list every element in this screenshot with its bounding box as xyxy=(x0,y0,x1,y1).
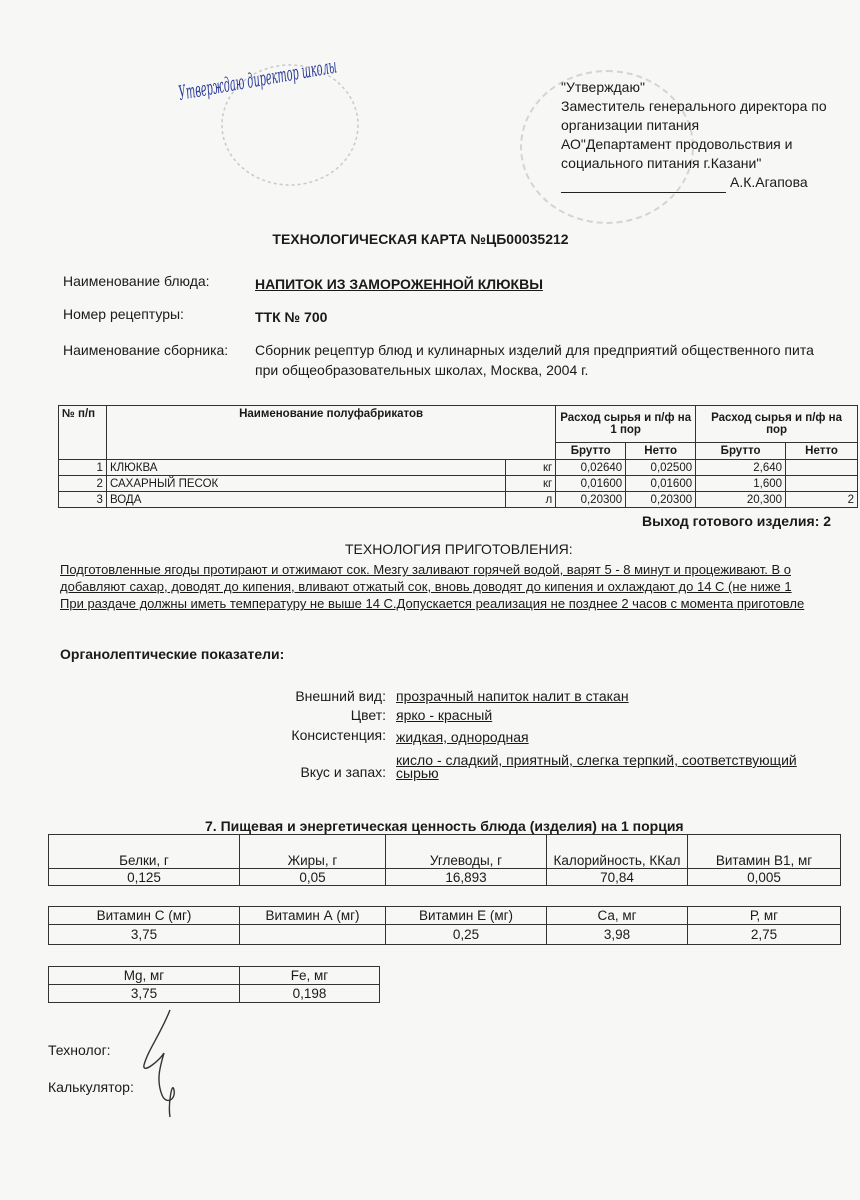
value-cell: 0,125 xyxy=(49,869,240,886)
header-cell: Калорийность, ККал xyxy=(547,835,688,869)
value-cell: 0,005 xyxy=(688,869,841,886)
yield-output: Выход готового изделия: 2 xyxy=(642,513,832,529)
row-unit: кг xyxy=(506,476,556,492)
consistency-value: жидкая, однородная xyxy=(396,729,529,745)
approval-line: социального питания г.Казани" xyxy=(561,155,762,171)
value-cell: 2,75 xyxy=(688,925,841,945)
row-name: САХАРНЫЙ ПЕСОК xyxy=(106,476,505,492)
approval-signer: А.К.Агапова xyxy=(730,174,808,190)
table-header-row xyxy=(59,406,858,443)
organoleptic-heading: Органолептические показатели: xyxy=(60,646,285,662)
taste-value-line2: сырью xyxy=(396,765,439,781)
row-gross: 0,01600 xyxy=(556,476,626,492)
value-cell: 3,75 xyxy=(49,925,240,945)
approval-line: АО"Департамент продовольствия и xyxy=(561,136,793,152)
table-header-row xyxy=(49,907,841,925)
calculator-label: Калькулятор: xyxy=(48,1079,134,1095)
taste-value-line1: кисло - сладкий, приятный, слегка терпкий, соответствующий xyxy=(396,752,797,768)
table-row xyxy=(59,492,858,508)
value-cell: 3,98 xyxy=(547,925,688,945)
recipe-number: ТТК № 700 xyxy=(255,309,328,325)
approval-line: организации питания xyxy=(561,117,700,133)
header-cell: Углеводы, г xyxy=(386,835,547,869)
look-value: прозрачный напиток налит в стакан xyxy=(396,688,629,704)
header-cell: Mg, мг xyxy=(49,967,240,985)
signature-underline xyxy=(561,173,726,193)
header-name: Наименование полуфабрикатов xyxy=(106,406,555,460)
row-num: 3 xyxy=(59,492,107,508)
technology-heading: ТЕХНОЛОГИЯ ПРИГОТОВЛЕНИЯ: xyxy=(345,541,573,557)
row-net-total xyxy=(786,476,858,492)
document-title: ТЕХНОЛОГИЧЕСКАЯ КАРТА №ЦБ00035212 xyxy=(272,231,569,247)
table-header-row xyxy=(49,967,380,985)
row-num: 2 xyxy=(59,476,107,492)
row-name: ВОДА xyxy=(106,492,505,508)
table-header-row xyxy=(49,835,841,869)
header-cell: Витамин С (мг) xyxy=(49,907,240,925)
approval-line: Заместитель генерального директора по xyxy=(561,98,827,114)
look-label: Внешний вид: xyxy=(295,688,386,704)
row-net-total: 2 xyxy=(786,492,858,508)
value-cell: 0,05 xyxy=(240,869,386,886)
approval-signature-line xyxy=(561,173,841,193)
dish-name: НАПИТОК ИЗ ЗАМОРОЖЕННОЙ КЛЮКВЫ xyxy=(255,276,543,292)
row-net: 0,02500 xyxy=(626,460,696,476)
value-cell: 0,25 xyxy=(386,925,547,945)
header-per-portion: Расход сырья и п/ф на 1 пор xyxy=(556,406,696,443)
row-gross-total: 20,300 xyxy=(696,492,786,508)
row-net: 0,20300 xyxy=(626,492,696,508)
technology-line: Подготовленные ягоды протирают и отжимают сок. Мезгу заливают горячей водой, варят 5 - 8 минут и процеживают. В о xyxy=(60,562,791,577)
handwritten-approval-stamp xyxy=(170,24,502,190)
row-gross-total: 1,600 xyxy=(696,476,786,492)
nutrition-table-1 xyxy=(48,834,841,886)
color-label: Цвет: xyxy=(350,707,386,723)
header-per-portions: Расход сырья и п/ф на пор xyxy=(696,406,858,443)
collection-line1: Сборник рецептур блюд и кулинарных изделий для предприятий общественного пита xyxy=(255,342,814,358)
approval-line: "Утверждаю" xyxy=(561,79,645,95)
table-row xyxy=(49,925,841,945)
approval-block xyxy=(561,78,841,193)
row-unit: л xyxy=(506,492,556,508)
header-net: Нетто xyxy=(626,443,696,460)
table-row xyxy=(59,476,858,492)
header-num: № п/п xyxy=(59,406,107,460)
color-value: ярко - красный xyxy=(396,707,493,723)
taste-label: Вкус и запах: xyxy=(300,764,386,780)
header-gross-total: Брутто xyxy=(696,443,786,460)
value-cell: 0,198 xyxy=(240,985,380,1003)
table-row xyxy=(49,985,380,1003)
table-row xyxy=(59,460,858,476)
table-row xyxy=(49,869,841,886)
header-net-total: Нетто xyxy=(786,443,858,460)
dish-label: Наименование блюда: xyxy=(63,273,210,289)
consistency-label: Консистенция: xyxy=(291,727,386,743)
header-cell: Белки, г xyxy=(49,835,240,869)
value-cell: 3,75 xyxy=(49,985,240,1003)
header-cell: Fe, мг xyxy=(240,967,380,985)
recipe-label: Номер рецептуры: xyxy=(63,306,184,322)
collection-label: Наименование сборника: xyxy=(63,342,229,358)
technologist-label: Технолог: xyxy=(48,1042,111,1058)
ingredients-table xyxy=(58,405,858,508)
value-cell: 16,893 xyxy=(386,869,547,886)
row-gross: 0,20300 xyxy=(556,492,626,508)
header-cell: Са, мг xyxy=(547,907,688,925)
collection-line2: при общеобразовательных школах, Москва, 2004 г. xyxy=(255,362,589,378)
row-gross: 0,02640 xyxy=(556,460,626,476)
technology-line: добавляют сахар, доводят до кипения, вливают отжатый сок, вновь доводят до кипения и охлаждают до 14 С (не ниже 1 xyxy=(60,579,792,594)
handwritten-approval-text: Утверждаю директор школы xyxy=(176,24,502,105)
row-net: 0,01600 xyxy=(626,476,696,492)
nutrition-table-3 xyxy=(48,966,380,1003)
technology-line: При раздаче должны иметь температуру не выше 14 С.Допускается реализация не позднее 2 часов с момента приготовле xyxy=(60,596,805,611)
row-gross-total: 2,640 xyxy=(696,460,786,476)
row-net-total xyxy=(786,460,858,476)
value-cell xyxy=(240,925,386,945)
header-cell: Витамин В1, мг xyxy=(688,835,841,869)
header-cell: Р, мг xyxy=(688,907,841,925)
technology-text xyxy=(60,561,860,612)
nutrition-heading: 7. Пищевая и энергетическая ценность блюда (изделия) на 1 порция xyxy=(205,818,684,834)
row-name: КЛЮКВА xyxy=(106,460,505,476)
nutrition-table-2 xyxy=(48,906,841,945)
header-cell: Витамин Е (мг) xyxy=(386,907,547,925)
row-num: 1 xyxy=(59,460,107,476)
header-cell: Витамин А (мг) xyxy=(240,907,386,925)
handwritten-signature xyxy=(130,1005,200,1125)
header-gross: Брутто xyxy=(556,443,626,460)
value-cell: 70,84 xyxy=(547,869,688,886)
row-unit: кг xyxy=(506,460,556,476)
header-cell: Жиры, г xyxy=(240,835,386,869)
